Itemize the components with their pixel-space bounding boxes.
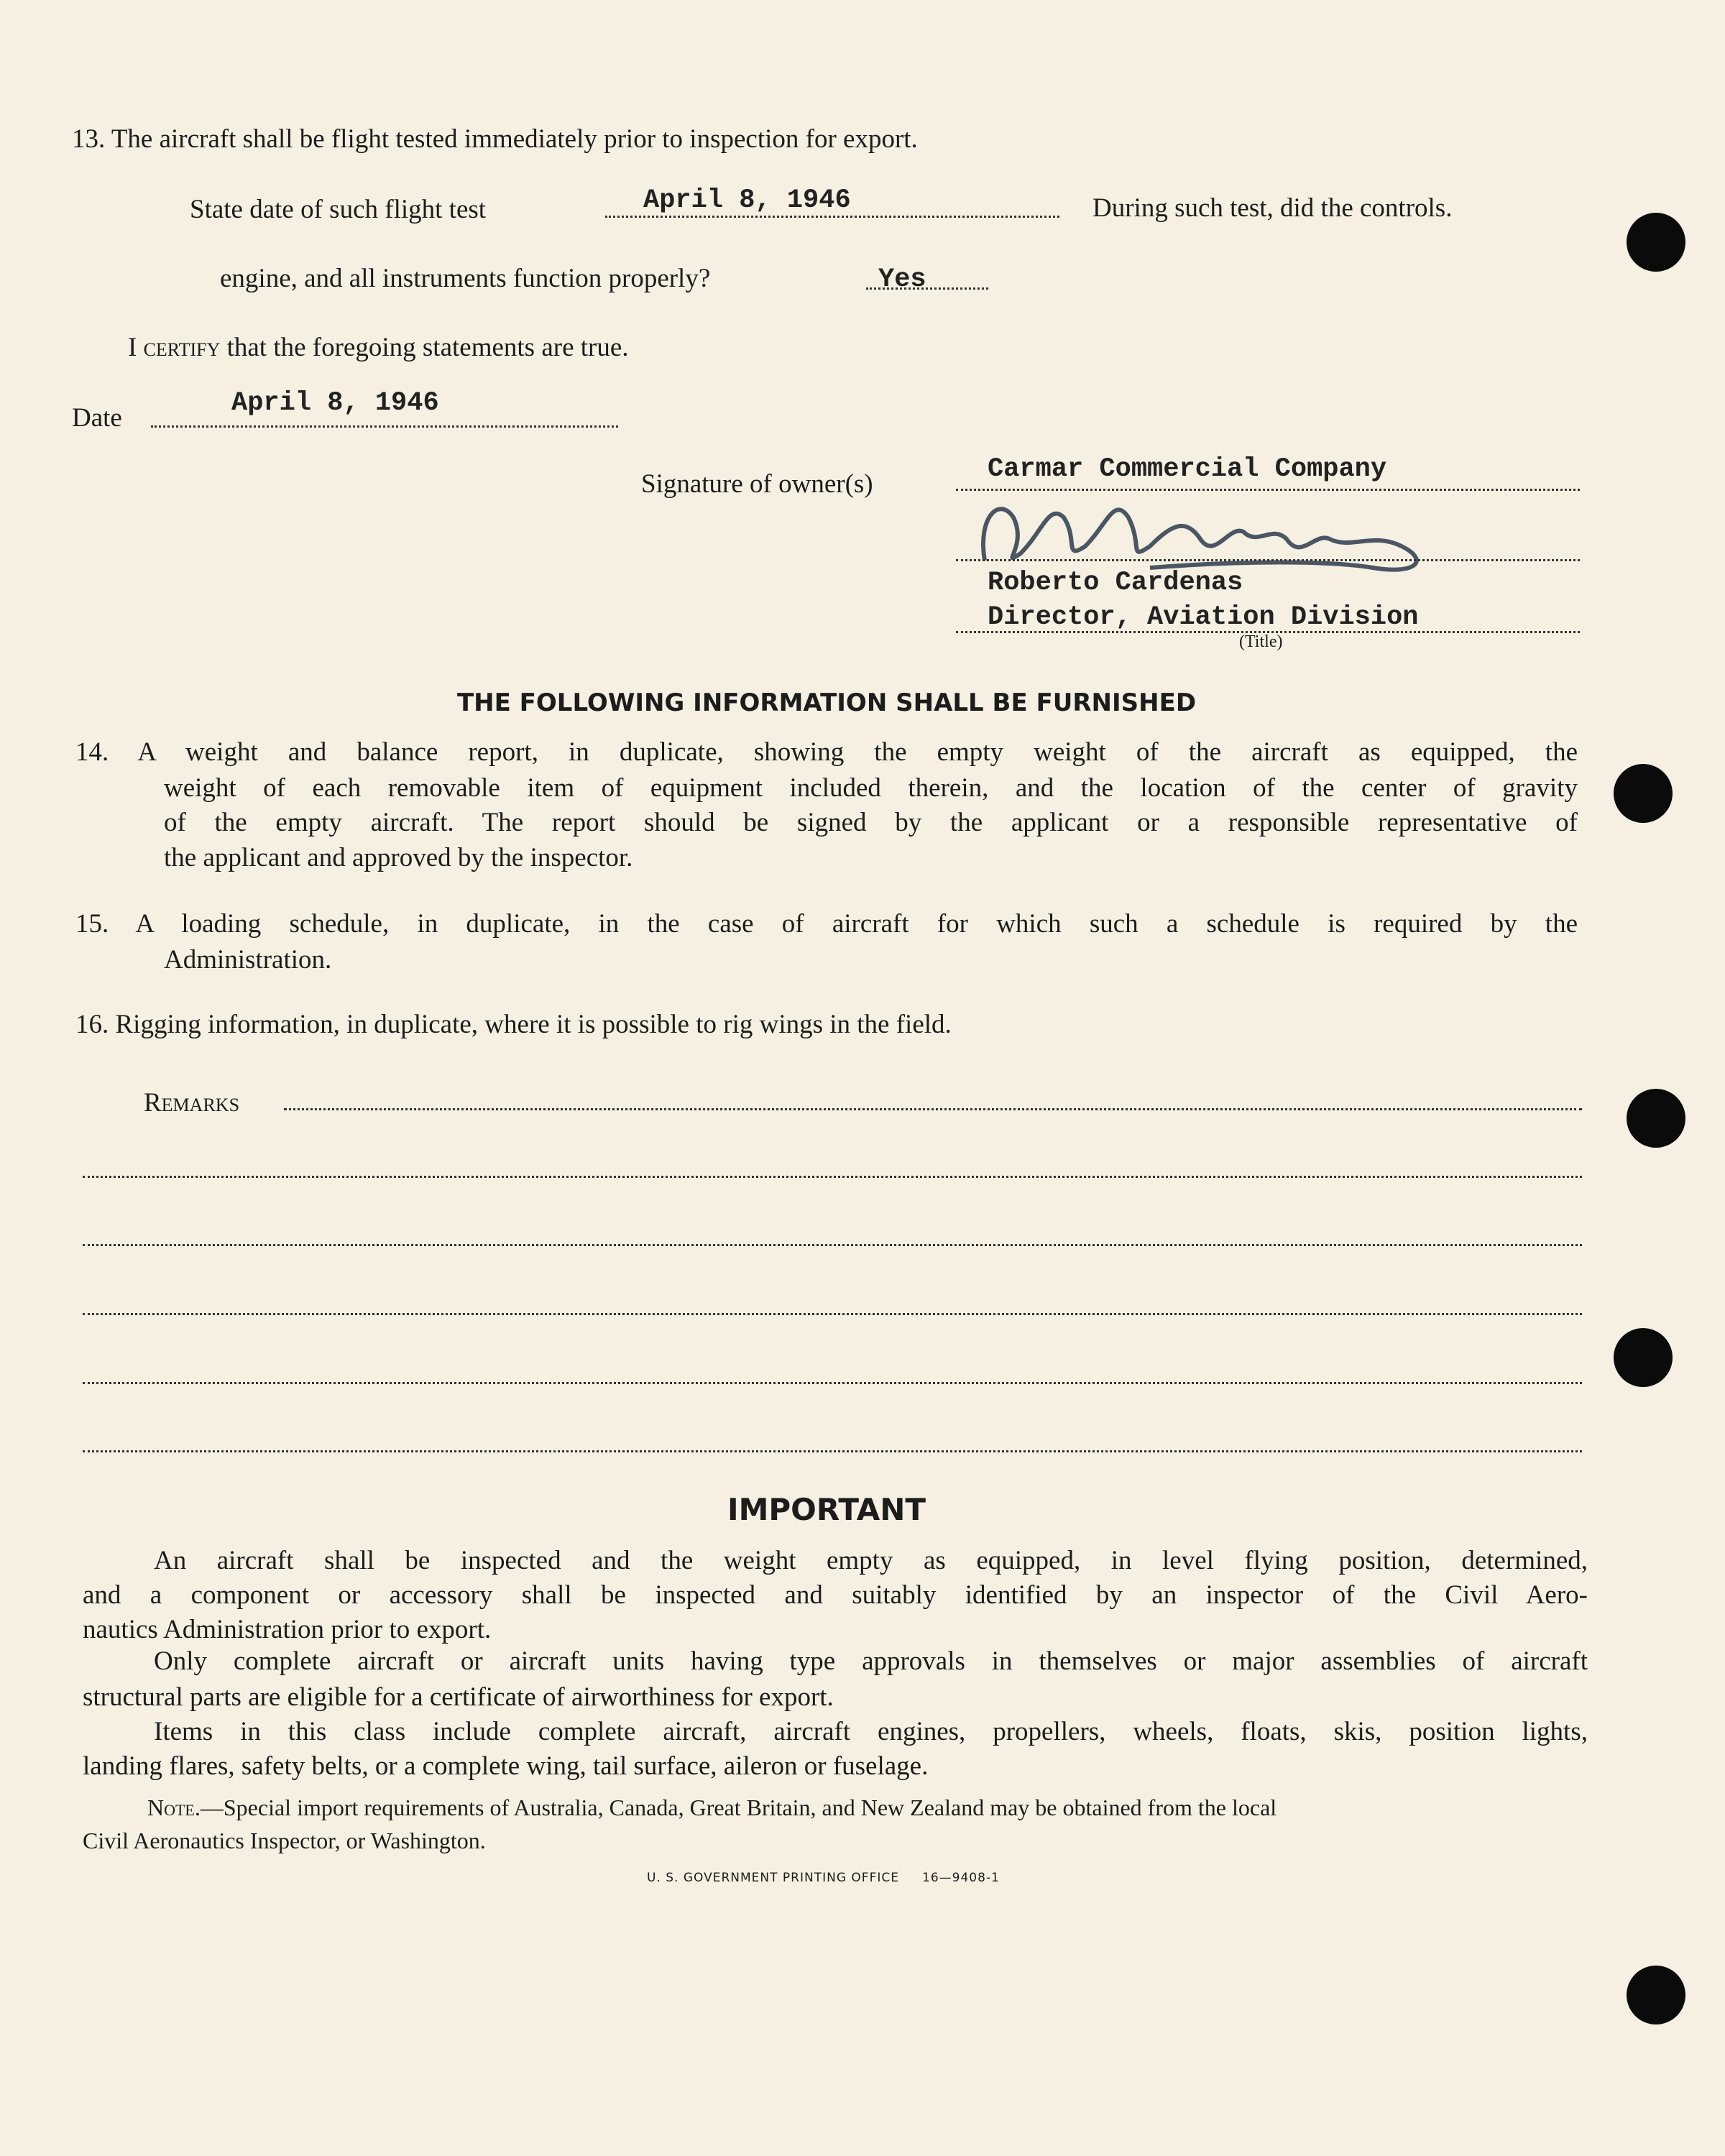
important-line: and a component or accessory shall be inspected and suitably identified by an inspector of the Civil Aero- [83, 1580, 1588, 1610]
flight-test-date-label: State date of such flight test [190, 195, 487, 224]
item-14-line: weight of each removable item of equipment included therein, and the location of the center of gravity [164, 773, 1578, 803]
important-line: landing flares, safety belts, or a complete wing, tail surface, aileron or fuselage. [83, 1751, 929, 1781]
item-14-line: of the empty aircraft. The report should be signed by the applicant or a responsible representative of [164, 808, 1578, 837]
signer-title[interactable]: Director, Aviation Division [988, 602, 1419, 632]
engine-answer-value[interactable]: Yes [878, 264, 926, 295]
certify-rest: that the foregoing statements are true. [226, 333, 629, 362]
date-label: Date [72, 403, 122, 433]
furnish-heading: THE FOLLOWING INFORMATION SHALL BE FURNISHED [456, 688, 1197, 717]
date-line [151, 425, 618, 428]
form-number: 16—9408-1 [922, 1871, 1000, 1885]
remarks-line[interactable] [83, 1176, 1582, 1178]
item-16-text: 16. Rigging information, in duplicate, where it is possible to rig wings in the field. [75, 1010, 952, 1039]
engine-question: engine, and all instruments function properly? [220, 264, 711, 293]
remarks-line[interactable] [83, 1313, 1582, 1315]
remarks-line[interactable] [83, 1382, 1582, 1384]
signature-line-2 [956, 559, 1580, 561]
remarks-line[interactable] [83, 1450, 1582, 1452]
punch-hole [1614, 764, 1673, 823]
note-text: —Special import requirements of Australia, Canada, Great Britain, and New Zealand may be obtained from the local [200, 1795, 1277, 1820]
remarks-line[interactable] [83, 1244, 1582, 1246]
note-line-2: Civil Aeronautics Inspector, or Washington. [83, 1828, 486, 1853]
important-line: structural parts are eligible for a certificate of airworthiness for export. [83, 1682, 834, 1712]
note-label: Note. [147, 1795, 201, 1820]
important-heading: IMPORTANT [727, 1492, 926, 1527]
remarks-line[interactable] [284, 1108, 1582, 1110]
important-line: An aircraft shall be inspected and the weight empty as equipped, in level flying position, determined, [154, 1546, 1588, 1575]
during-test-text: During such test, did the controls. [1092, 193, 1453, 223]
important-line: nautics Administration prior to export. [83, 1615, 492, 1644]
printer-text: U. S. GOVERNMENT PRINTING OFFICE [647, 1871, 899, 1885]
title-caption: (Title) [1239, 632, 1283, 651]
punch-hole [1627, 1966, 1685, 2024]
item-14-line: the applicant and approved by the inspector. [164, 843, 633, 872]
certify-word: certify [143, 333, 221, 362]
punch-hole [1627, 213, 1685, 272]
certify-statement [128, 332, 629, 364]
item-13-text: 13. The aircraft shall be flight tested immediately prior to inspection for export. [72, 124, 918, 154]
important-line: Items in this class include complete aircraft, aircraft engines, propellers, wheels, floats, skis, position lights, [154, 1717, 1588, 1746]
footer-imprint [647, 1871, 1000, 1885]
flight-test-date-line [605, 216, 1059, 218]
flight-test-date-value[interactable]: April 8, 1946 [643, 185, 851, 216]
date-value[interactable]: April 8, 1946 [231, 388, 439, 418]
punch-hole [1614, 1328, 1673, 1387]
item-14-line: 14. A weight and balance report, in duplicate, showing the empty weight of the aircraft as equipped, the [75, 737, 1578, 767]
item-15-line: 15. A loading schedule, in duplicate, in the case of aircraft for which such a schedule is required by the [75, 909, 1578, 939]
owner-company[interactable]: Carmar Commercial Company [988, 454, 1387, 484]
important-line: Only complete aircraft or aircraft units having type approvals in themselves or major assemblies of aircraft [154, 1646, 1588, 1676]
certify-prefix: I [128, 333, 137, 362]
item-15-line: Administration. [164, 945, 332, 975]
remarks-label: Remarks [144, 1088, 240, 1118]
punch-hole [1627, 1089, 1685, 1148]
note-line-1 [147, 1795, 1276, 1821]
signature-label: Signature of owner(s) [641, 469, 873, 499]
signer-name: Roberto Cardenas [988, 568, 1243, 598]
